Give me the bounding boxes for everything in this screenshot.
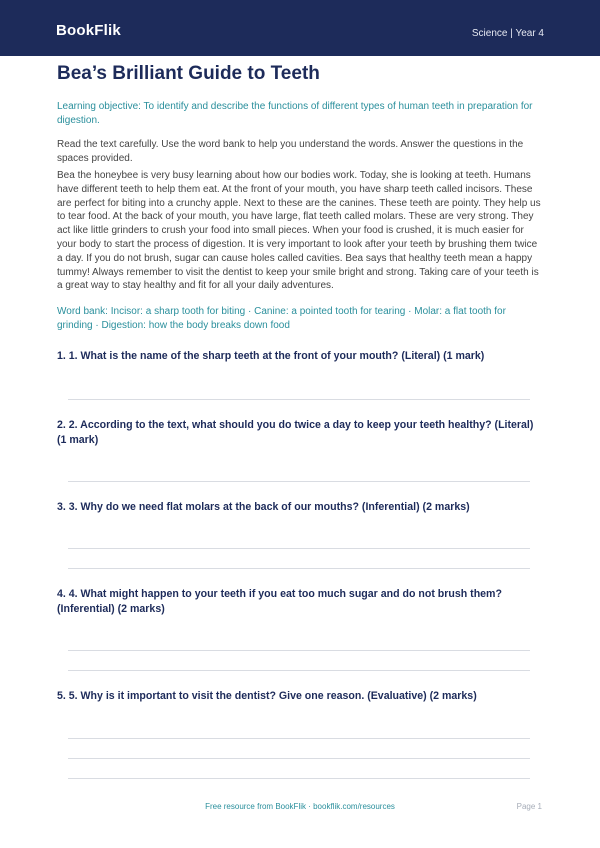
subject-year-label: Science | Year 4 bbox=[471, 28, 544, 39]
page-header bbox=[0, 0, 600, 56]
question-5: 5. 5. Why is it important to visit the dentist? Give one reason. (Evaluative) (2 marks) bbox=[57, 690, 477, 702]
answer-line-q3-1[interactable] bbox=[68, 548, 530, 549]
page-title: Bea’s Brilliant Guide to Teeth bbox=[57, 63, 320, 84]
question-1: 1. 1. What is the name of the sharp teeth at the front of your mouth? (Literal) (1 mark) bbox=[57, 350, 485, 362]
answer-line-q3-2[interactable] bbox=[68, 568, 530, 569]
answer-line-q4-1[interactable] bbox=[68, 650, 530, 651]
reading-passage: Bea the honeybee is very busy learning about how our bodies work. Today, she is looking at teeth. Humans have different teeth to help them eat. At the front of your mouth, you have sharp teeth called incisors. These are perfect for biting into a crunchy apple. Next to these are the canines. These teeth are pointy. They help us to tear food. At the back of your mouth, you have large, flat teeth called molars. These are very strong. They act like little grinders to crush your food into small pieces. When your food is crushed, it is much easier for your body to start the process of digestion. It is very important to look after your teeth by brushing them twice a day. If you do not brush, sugar can cause holes called cavities. Bea says that healthy teeth mean a happy tummy! Always remember to visit the dentist to keep your smile bright and strong. Taking care of your teeth is a great way to stay healthy and fit for all your daily adventures. bbox=[57, 170, 541, 292]
answer-line-q2-1[interactable] bbox=[68, 481, 530, 482]
answer-line-q5-3[interactable] bbox=[68, 778, 530, 779]
question-3: 3. 3. Why do we need flat molars at the back of our mouths? (Inferential) (2 marks) bbox=[57, 501, 470, 513]
answer-line-q4-2[interactable] bbox=[68, 670, 530, 671]
instructions: Read the text carefully. Use the word bank to help you understand the words. Answer the questions in the spaces provided. bbox=[57, 139, 524, 164]
learning-objective: Learning objective: To identify and describe the functions of different types of human teeth in preparation for digestion. bbox=[57, 101, 533, 126]
footer-link[interactable]: Free resource from BookFlik · bookflik.com/resources bbox=[205, 802, 395, 811]
question-4: 4. 4. What might happen to your teeth if you eat too much sugar and do not brush them? (Inferential) (2 marks) bbox=[57, 588, 502, 615]
brand-logo[interactable]: BookFlik bbox=[56, 22, 121, 39]
question-2: 2. 2. According to the text, what should you do twice a day to keep your teeth healthy? (Literal) (1 mark) bbox=[57, 419, 534, 446]
answer-line-q5-1[interactable] bbox=[68, 738, 530, 739]
word-bank: Word bank: Incisor: a sharp tooth for biting · Canine: a pointed tooth for tearing · Molar: a flat tooth for grinding · Digestion: how the body breaks down food bbox=[57, 306, 506, 331]
page-number: Page 1 bbox=[516, 802, 542, 811]
answer-line-q1-1[interactable] bbox=[68, 399, 530, 400]
answer-line-q5-2[interactable] bbox=[68, 758, 530, 759]
